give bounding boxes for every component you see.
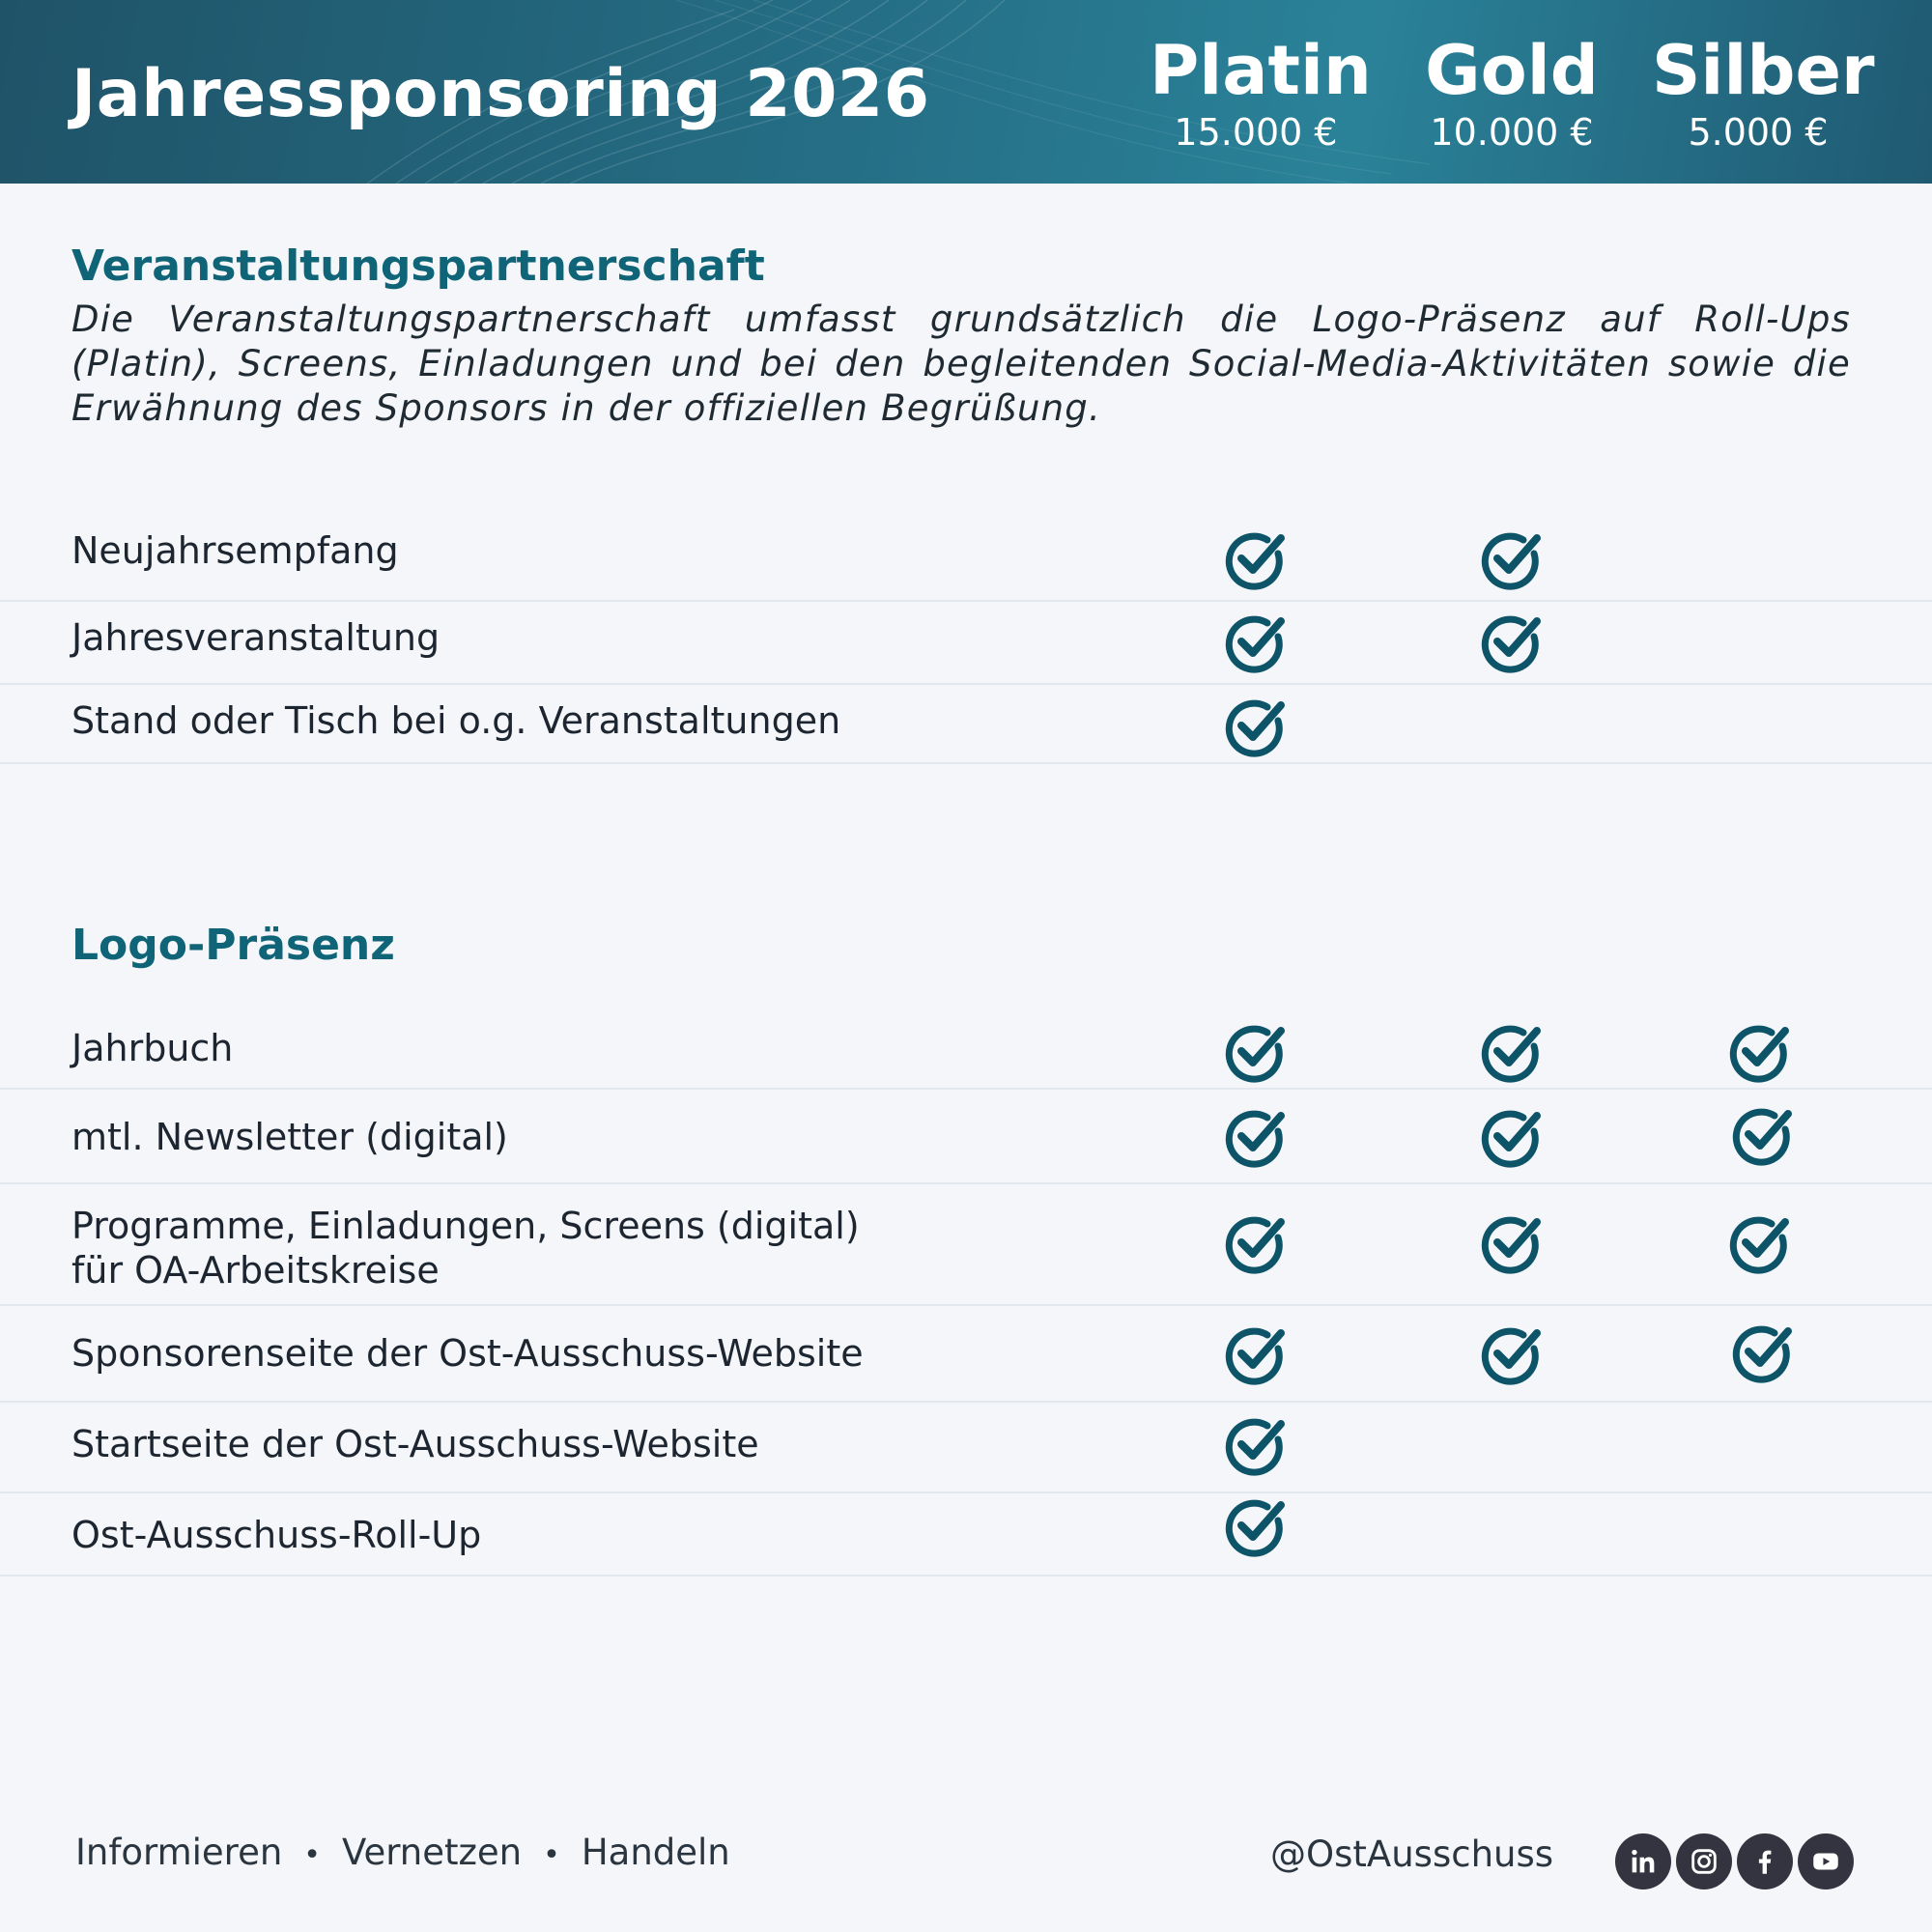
header-banner [0, 0, 1932, 184]
row-label: Neujahrsempfang [71, 529, 399, 572]
tier-name-silber: Silber [1652, 31, 1875, 110]
check-icon [1222, 610, 1288, 675]
check-icon [1726, 1019, 1792, 1085]
row-label: Ost-Ausschuss-Roll-Up [71, 1514, 482, 1556]
check-icon [1222, 1493, 1288, 1559]
tagline-separator: • [543, 1838, 560, 1872]
tier-silber [1652, 31, 1875, 155]
table-row [0, 1184, 1932, 1306]
row-label-line-1: Programme, Einladungen, Screens (digital) [71, 1205, 860, 1247]
tagline-handeln: Handeln [581, 1832, 730, 1873]
page-title: Jahressponsoring 2026 [71, 56, 930, 132]
check-icon [1729, 1320, 1795, 1385]
tier-gold [1406, 31, 1618, 155]
table-row [0, 1090, 1932, 1184]
check-icon [1222, 1019, 1288, 1085]
row-label: Stand oder Tisch bei o.g. Veranstaltungen [71, 699, 841, 742]
section-title-veranstaltung: Veranstaltungspartnerschaft [71, 242, 765, 291]
tier-platin [1150, 31, 1372, 155]
table-row [0, 517, 1932, 602]
check-icon [1478, 1104, 1544, 1170]
check-icon [1222, 526, 1288, 592]
check-icon [1222, 1104, 1288, 1170]
tagline-informieren: Informieren [75, 1832, 283, 1873]
check-icon [1729, 1102, 1795, 1168]
check-icon [1478, 1019, 1544, 1085]
check-icon [1478, 610, 1544, 675]
table-row [0, 1493, 1932, 1577]
row-label-multiline [71, 1204, 860, 1293]
check-icon [1726, 1210, 1792, 1276]
check-icon [1478, 526, 1544, 592]
youtube-glyph [1809, 1845, 1842, 1878]
table-row [0, 685, 1932, 764]
check-icon [1478, 1210, 1544, 1276]
social-handle: @OstAusschuss [1270, 1833, 1554, 1875]
row-label: Jahrbuch [71, 1027, 234, 1069]
check-icon [1222, 694, 1288, 759]
check-icon [1222, 1210, 1288, 1276]
table-row [0, 602, 1932, 685]
row-label-line-2: für OA-Arbeitskreise [71, 1249, 440, 1292]
tier-name-gold: Gold [1425, 31, 1599, 110]
tier-name-platin: Platin [1150, 31, 1372, 110]
youtube-icon[interactable] [1798, 1833, 1854, 1889]
table-row [0, 1306, 1932, 1403]
instagram-icon[interactable] [1676, 1833, 1732, 1889]
tagline-vernetzen: Vernetzen [342, 1832, 523, 1873]
tier-price-gold: 10.000 € [1430, 111, 1594, 154]
facebook-icon[interactable] [1737, 1833, 1793, 1889]
footer-tagline [75, 1832, 730, 1873]
check-icon [1222, 1412, 1288, 1478]
check-icon [1478, 1321, 1544, 1387]
instagram-glyph [1688, 1845, 1720, 1878]
table-row [0, 1014, 1932, 1090]
table-row [0, 1403, 1932, 1493]
row-label: Sponsorenseite der Ost-Ausschuss-Website [71, 1332, 864, 1375]
row-label: Startseite der Ost-Ausschuss-Website [71, 1423, 759, 1465]
check-icon [1222, 1321, 1288, 1387]
tier-price-silber: 5.000 € [1688, 111, 1829, 154]
tier-price-platin: 15.000 € [1174, 111, 1338, 154]
section-description: Die Veranstaltungspartnerschaft umfasst grundsätzlich die Logo-Präsenz auf Roll-Ups (Platin), Screens, Einladungen und bei den begleitenden Social-Media-Aktivitäten sowie die Erwähnung des Sponsors in der offiziellen Begrüßung. [71, 298, 1851, 429]
linkedin-glyph [1627, 1845, 1660, 1878]
facebook-glyph [1748, 1845, 1781, 1878]
section-title-logo-praesenz: Logo-Präsenz [71, 921, 395, 970]
row-label: mtl. Newsletter (digital) [71, 1116, 508, 1158]
linkedin-icon[interactable] [1615, 1833, 1671, 1889]
tagline-separator: • [303, 1838, 321, 1872]
row-label: Jahresveranstaltung [71, 616, 440, 659]
